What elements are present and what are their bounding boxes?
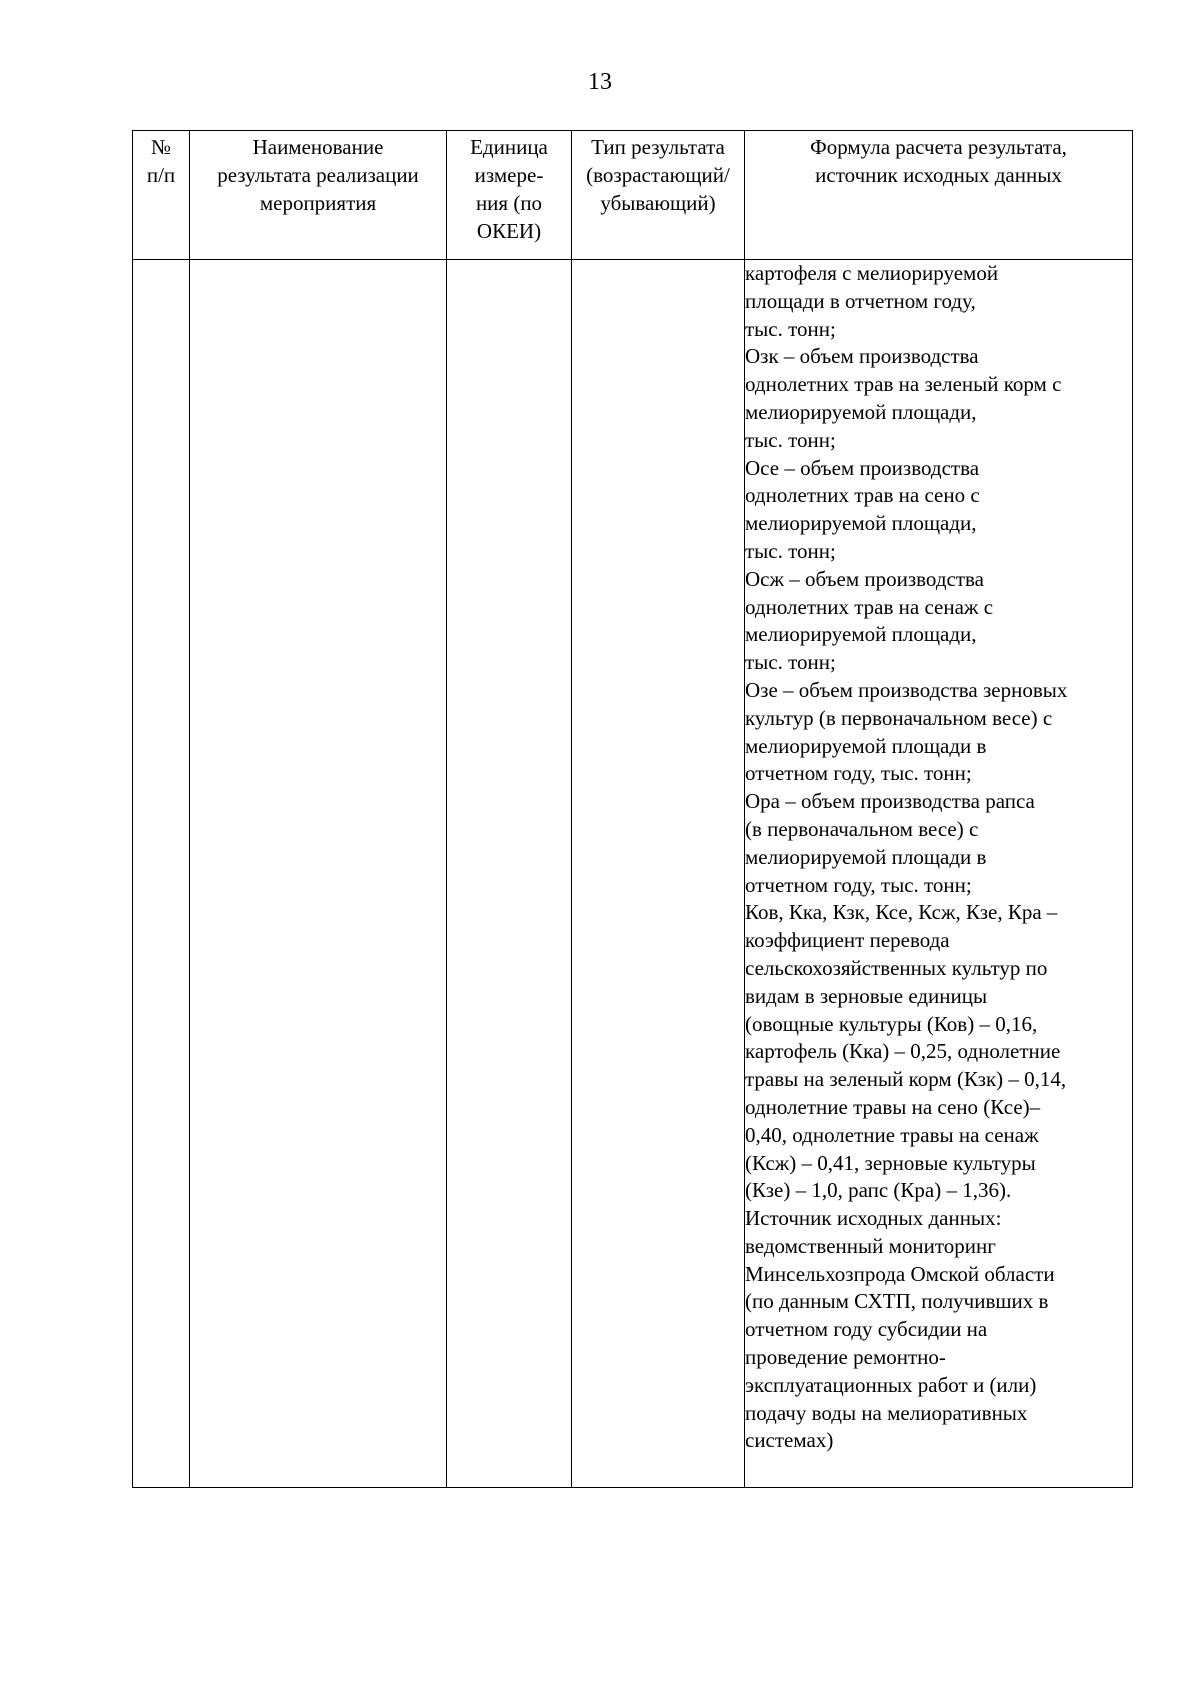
formula-line: Минсельхозпрода Омской области (745, 1261, 1055, 1286)
formula-line: отчетном году, тыс. тонн; (745, 872, 972, 897)
formula-line: эксплуатационных работ и (или) (745, 1372, 1037, 1397)
cell-number (133, 260, 190, 1488)
formula-line: Ора – объем производства рапса (745, 789, 1035, 814)
formula-line: мелиорируемой площади, (745, 399, 977, 424)
header-line: ОКЕИ) (476, 219, 542, 243)
formula-line: мелиорируемой площади в (745, 844, 987, 869)
formula-line: Озе – объем производства зерновых (745, 677, 1068, 702)
cell-result-type (572, 260, 745, 1488)
formula-line: Озк – объем производства (745, 344, 979, 369)
formula-line: однолетних трав на сенаж с (745, 594, 994, 619)
cell-formula (745, 260, 1133, 1488)
formula-line: (Кзе) – 1,0, рапс (Кра) – 1,36). (745, 1178, 1012, 1203)
header-line: Формула расчета результата, (810, 135, 1067, 159)
header-line: измере- (474, 163, 544, 187)
header-unit (447, 131, 572, 260)
formula-line: подачу воды на мелиоративных (745, 1400, 1028, 1425)
formula-line: однолетние травы на сено (Ксе)– (745, 1094, 1041, 1119)
formula-line: системах) (745, 1428, 834, 1453)
header-result-type (572, 131, 745, 260)
formula-line: мелиорируемой площади в (745, 733, 987, 758)
header-number (133, 131, 190, 260)
header-line: результата реализации (217, 163, 419, 187)
formula-line: картофель (Кка) – 0,25, однолетние (745, 1039, 1061, 1064)
header-line: ния (по (475, 191, 543, 215)
formula-line: картофеля с мелиорируемой (745, 261, 999, 285)
table-header-row (133, 131, 1133, 260)
formula-line: площади в отчетном году, (745, 288, 976, 313)
formula-line: тыс. тонн; (745, 316, 836, 341)
table-row (133, 260, 1133, 1488)
formula-line: (овощные культуры (Ков) – 0,16, (745, 1011, 1038, 1036)
results-table (132, 130, 1133, 1488)
formula-line: тыс. тонн; (745, 427, 836, 452)
formula-line: 0,40, однолетние травы на сенаж (745, 1122, 1039, 1147)
header-line: (возрастающий/ (586, 163, 730, 187)
formula-line: (в первоначальном весе) с (745, 816, 979, 841)
formula-line: мелиорируемой площади, (745, 511, 977, 536)
header-line: Тип результата (591, 135, 725, 159)
formula-line: коэффициент перевода (745, 928, 950, 953)
formula-line: (Ксж) – 0,41, зерновые культуры (745, 1150, 1036, 1175)
formula-line: культур (в первоначальном весе) с (745, 705, 1053, 730)
formula-line: Ков, Кка, Кзк, Ксе, Ксж, Кзе, Кра – (745, 900, 1058, 925)
formula-line: травы на зеленый корм (Кзк) – 0,14, (745, 1067, 1067, 1092)
header-line: мероприятия (259, 191, 377, 215)
formula-line: Источник исходных данных: (745, 1206, 1002, 1231)
formula-line: сельскохозяйственных культур по (745, 955, 1048, 980)
page-number: 13 (588, 69, 612, 95)
header-line: Единица (470, 135, 548, 159)
formula-line: отчетном году субсидии на (745, 1317, 988, 1342)
header-formula (745, 131, 1133, 260)
cell-unit (447, 260, 572, 1488)
header-line: источник исходных данных (815, 163, 1062, 187)
formula-line: (по данным СХТП, получивших в (745, 1289, 1049, 1314)
formula-line: отчетном году, тыс. тонн; (745, 761, 972, 786)
formula-line: Осе – объем производства (745, 455, 980, 480)
formula-line: видам в зерновые единицы (745, 983, 988, 1008)
header-result-name (190, 131, 447, 260)
cell-result-name (190, 260, 447, 1488)
formula-line: однолетних трав на зеленый корм с (745, 372, 1062, 397)
formula-line: ведомственный мониторинг (745, 1233, 996, 1258)
header-line: убывающий) (600, 191, 716, 215)
header-line: № (150, 135, 172, 159)
formula-line: мелиорируемой площади, (745, 622, 977, 647)
formula-line: тыс. тонн; (745, 650, 836, 675)
formula-line: однолетних трав на сено с (745, 483, 980, 508)
formula-line: проведение ремонтно- (745, 1345, 946, 1370)
formula-line: тыс. тонн; (745, 538, 836, 563)
header-line: п/п (146, 163, 176, 187)
formula-line: Осж – объем производства (745, 566, 984, 591)
header-line: Наименование (252, 135, 384, 159)
